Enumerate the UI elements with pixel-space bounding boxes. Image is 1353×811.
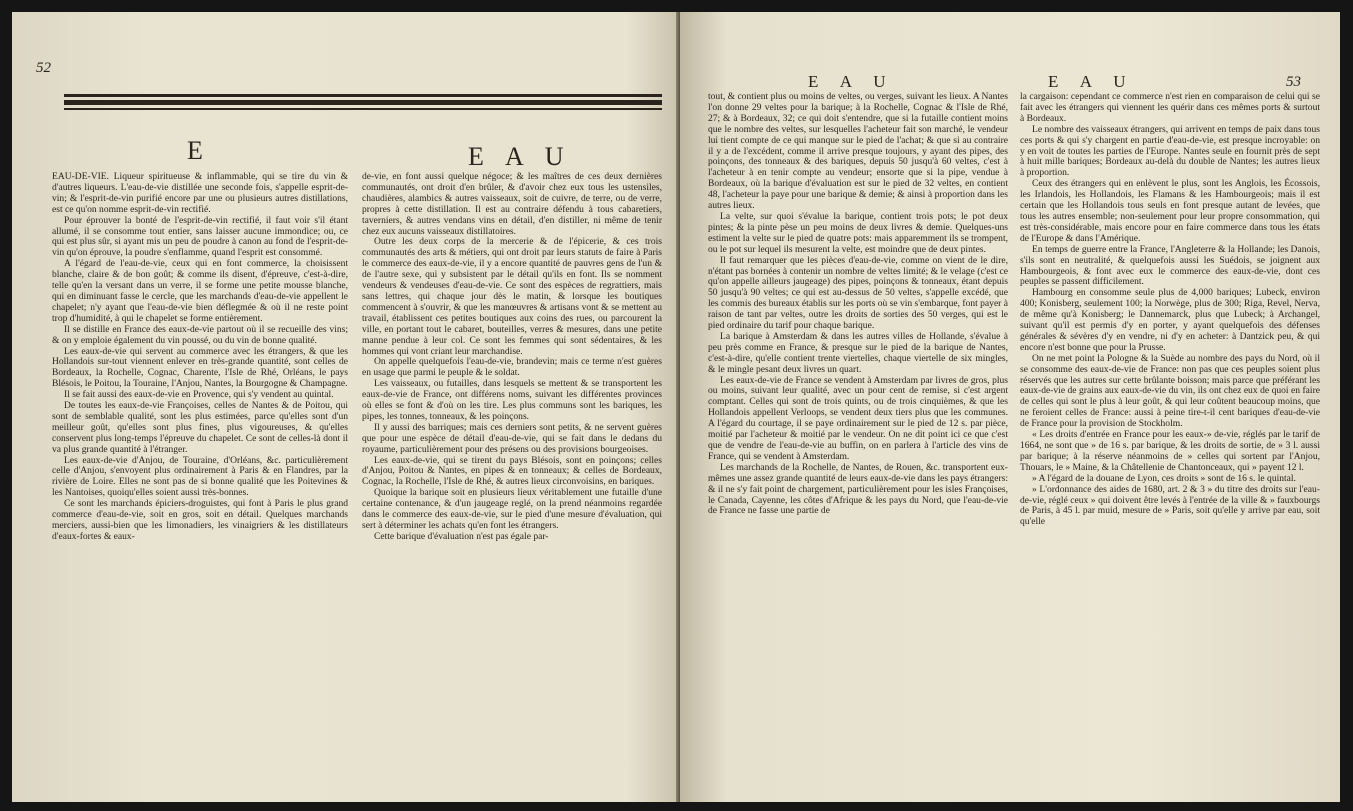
paragraph: Ceux des étrangers qui en enlèvent le plus, sont les Anglois, les Écossois, les Irlandois, les Hollandois, les Flamans & les Hambourgeois; mais il est certain que les Hollandois tous seuls en font presque autant de levées, que tous les autres ensemble; non-seulement pour leur propre consommation, qui est très-considérable, mais encore pour en faire commerce dans tous les états de l'Europe & dans l'Amérique. [1020, 178, 1320, 244]
paragraph: De toutes les eaux-de-vie Françoises, celles de Nantes & de Poitou, qui sont de semblable qualité, sont les plus estimées, parce qu'elles sont d'un meilleur goût, qu'elles sont plus fines, plus vigoureuses, & qu'elles conservent plus long-temps l'épreuve du chapelet. Ce sont de celles-là dont il va plus grande quantité à l'étranger. [52, 400, 348, 455]
paragraph: En temps de guerre entre la France, l'Angleterre & la Hollande; les Danois, s'ils sont en neutralité, & quelquefois aussi les Suédois, se joignent aux Hambourgeois, & font avec eux le commerce des eaux-de-vie, dont ces peuples se passent difficilement. [1020, 243, 1320, 288]
paragraph: Pour éprouver la bonté de l'esprit-de-vin rectifié, il faut voir s'il étant allumé, il se consomme tout entier, sans laisser aucune immondice; ou, ce qui est plus sûr, si ayant mis un peu de poudre à canon au fond de l'esprit-de-vin qu'on éprouve, la poudre s'enflamme, quand l'esprit est consommé. [52, 214, 348, 259]
paragraph: la cargaison: cependant ce commerce n'est rien en comparaison de celui qui se fait avec les étrangers qui viennent les quérir dans ces mêmes ports & surtout à Bordeaux. [1020, 92, 1320, 124]
paragraph: Il y aussi des barriques; mais ces derniers sont petits, & ne servent guères que pour une espèce de détail d'eau-de-vie, qui se fait dans le dedans du royaume, particulièrement pour des présens ou des provisions bourgeoises. [362, 421, 662, 455]
paragraph: Cette barique d'évaluation n'est pas égale par- [374, 530, 549, 542]
paragraph: tout, & contient plus ou moins de veltes, ou verges, suivant les lieux. A Nantes l'on donne 29 veltes pour la barique; à la Rochelle, Cognac & l'Isle de Rhé, 27; & à Bordeaux, 32; ce qui doit s'entendre, que si la futaille contient moins que le nombre des veltes, sur lesquelles l'acheteur fait son marché, le vendeur lui tient compte de ce qui manque sur le pied de l'achat; & que si au contraire il y a de l'excédent, comme il arrive presque toujours, y ayant des pipes, des poinçons, des tonneaux & des bariques, depuis 50 jusqu'à 60 veltes, c'est à l'acheteur à en tenir compte au vendeur; ensorte que si la pipe, vendue à Bordeaux, où la barique d'évaluation est sur le pied de 32 veltes, en contient 48, l'acheteur la paye pour une barique & demie; & ainsi à proportion dans les autres lieux. [708, 92, 1008, 212]
paragraph: Il se distille en France des eaux-de-vie partout où il se recueille des vins; & on y emploie également du vin poussé, ou du vin de bonne qualité. [52, 323, 348, 346]
page-number: 53 [1286, 74, 1301, 90]
paragraph: On appelle quelquefois l'eau-de-vie, brandevin; mais ce terme n'est guères en usage que parmi le peuple & le soldat. [362, 356, 662, 379]
text-column-2 [1020, 92, 1320, 794]
paragraph: Les eaux-de-vie d'Anjou, de Touraine, d'Orléans, &c. particulièrement celle d'Anjou, s'envoyent plus ordinairement à Paris & en Flandres, par la rivière de Loire. Elles ne sont pas de si bonne qualité que les Poitevines & les Nantoises, quoiqu'elles soient aussi très-bonnes. [52, 454, 348, 499]
text-column-1 [52, 172, 348, 794]
paragraph: La barique à Amsterdam & dans les autres villes de Hollande, s'évalue à peu près comme en France, & presque sur le pied de la barique de Nantes, c'est-à-dire, qu'elle contient trente viertelles, chaque viertelle de six mingles, & le mingle pesant deux livres un quart. [708, 330, 1008, 375]
column-heading: E A U [468, 142, 572, 171]
paragraph: de-vie, en font aussi quelque négoce; & les maîtres de ces deux dernières communautés, ont droit d'en brûler, & d'avoir chez eux tous les ustensiles, chaudières, alambics & autres vaisseaux, soit de cuivre, de terre, ou de verre, propres à cette distillation. Il est au contraire défendu à tous cabaretiers, taverniers, & autres vendans vins en détail, d'en distiller, ni même de tenir chez eux aucuns vaisseaux distillatoires. [362, 172, 662, 237]
paragraph: Ce sont les marchands épiciers-droguistes, qui font à Paris le plus grand commerce d'eau-de-vie, soit en gros, soit en détail. Quelques marchands merciers, aussi-bien que les limonadiers, les vinaigriers & les distillateurs d'eaux-fortes & eaux- [52, 498, 348, 542]
ornamental-rule [64, 108, 662, 110]
paragraph: » A l'égard de la douane de Lyon, ces droits » sont de 16 s. le quintal. [1032, 472, 1296, 484]
running-head-right: E A U [1048, 72, 1135, 91]
paragraph: Hambourg en consomme seule plus de 4,000 bariques; Lubeck, environ 400; Konisberg, seulement 100; la Norwège, plus de 300; Riga, Revel, Nerva, de même qu'à Konisberg; le Dannemarck, plus que Lubeck; à Archangel, suivant qu'il est permis d'y en porter, y ayant quelquefois des défenses générales & sévères d'y en vendre, ni d'y en acheter: à Dantzick peu, & qui encore n'est bonne que pour la Prusse. [1020, 287, 1320, 353]
paragraph: Il se fait aussi des eaux-de-vie en Provence, qui s'y vendent au quintal. [64, 389, 334, 401]
ornamental-rule [64, 100, 662, 105]
page-number: 52 [36, 60, 51, 76]
paragraph: A l'égard de l'eau-de-vie, ceux qui en font commerce, la choisissent blanche, claire & de bon goût; & comme ils disent, d'épreuve, c'est-à-dire, telle qu'en la versant dans un verre, il se forme une petite mousse blanche, qui en diminuant fasse le cercle, que les marchands d'eau-de-vie appellent le chapelet; n'y ayant que l'eau-de-vie bien déflegmée & où il ne reste point trop d'humidité, à qui le chapelet se forme entièrement. [52, 258, 348, 324]
paragraph: Les eaux-de-vie de France se vendent à Amsterdam par livres de gros, plus ou moins, suivant leur qualité, avec un pour cent de remise, si c'est argent comptant. Celles qui sont de trois quints, ou de trois cinquièmes, & que les Hollandois appellent Verloops, se vendent deux tiers plus que les communes. A l'égard du courtage, il se paye ordinairement sur le pied de 12 s. par pièce, moitié par l'acheteur & moitié par le vendeur. On ne dit point ici ce que c'est que de vendre de l'eau-de-vie au buffin, on en parlera à l'article des vins de France, qui se vendent à Amsterdam. [708, 374, 1008, 462]
ornamental-rule [64, 94, 662, 97]
paragraph: Outre les deux corps de la mercerie & de l'épicerie, & ces trois communautés des arts & métiers, qui ont droit par leurs statuts de faire à Paris le commerce des eaux-de-vie, il y a encore quantité de pauvres gens de l'un & de l'autre sexe, qui y subsistent par le détail qu'ils en font. Ils se nomment vendeurs & vendeuses d'eau-de-vie. Ce sont des espèces de regrattiers, mais sans lettres, qui chaque jour dès le matin, & lorsque les boutiques commencent à s'ouvrir, & que les manœuvres & artisans vont & se mettent au travail, établissent ces petites boutiques aux coins des rues, ou parcourent la ville, en portant tout le cabaret, bouteilles, verres & mesures, dans une petite manne pendue à leur col. Ce sont les femmes qui sont sédentaires, & les hommes qui vont criant leur marchandise. [362, 236, 662, 357]
paragraph: Le nombre des vaisseaux étrangers, qui arrivent en temps de paix dans tous ces ports & qui s'y chargent en partie d'eau-de-vie, est presque incroyable: on y en voit de toutes les parties de l'Europe. Nantes seule en fournit près de sept à huit mille bariques; Bordeaux au-delà du double de Nantes; les autres lieux à proportion. [1020, 123, 1320, 179]
paragraph: Les vaisseaux, ou futailles, dans lesquels se mettent & se transportent les eaux-de-vie de France, ont différens noms, suivant les différentes provinces où elles se font & d'où on les tire. Les plus communs sont les bariques, les pipes, les tonnes, tonneaux, & les poinçons. [362, 378, 662, 422]
left-page [12, 12, 680, 802]
paragraph: « Les droits d'entrée en France pour les eaux-» de-vie, réglés par le tarif de 1664, ne sont que » de 16 s. par barique, & les droits de sortie, de » 3 l. aussi par barique; à la réserve néanmoins de » celles qui sortent par l'Anjou, Thouars, le » Maine, & la Châtellenie de Chantonceaux, qui » payent 12 l. [1020, 429, 1320, 473]
running-head-left: E A U [808, 72, 895, 91]
paragraph: » L'ordonnance des aides de 1680, art. 2 & 3 » du titre des droits sur l'eau-de-vie, réglé ceux » qui doivent être levés à l'entrée de la ville & » fauxbourgs de Paris, à 45 l. par muid, mesure de » Paris, soit qu'elle y arrive par eau, soit qu'elle [1020, 483, 1320, 528]
paragraph: Les marchands de la Rochelle, de Nantes, de Rouen, &c. transportent eux-mêmes une assez grande quantité de leurs eaux-de-vie dans les pays étrangers: & il ne s'y fait point de chargement, particulièrement pour les isles Françoises, le Canada, Cayenne, les côtes d'Afrique & les pays du Nord, que l'eau-de-vie de France ne fasse une partie de [708, 461, 1008, 517]
paragraph: Les eaux-de-vie qui servent au commerce avec les étrangers, & que les Hollandois sur-tout viennent enlever en très-grande quantité, sont celles de Bordeaux, la Rochelle, Cognac, Charente, l'Isle de Rhé, Orléans, le pays Blésois, le Poitou, la Touraine, l'Anjou, Nantes, la Bourgogne & Champagne. [52, 345, 348, 390]
section-letter: E [187, 136, 205, 165]
paragraph: Il faut remarquer que les pièces d'eau-de-vie, comme on vient de le dire, n'étant pas bornées à contenir un nombre de veltes limité; & le velage (c'est ce qu'on appelle ailleurs jaugeage) des pipes, poinçons & tonneaux, étant depuis 50 jusqu'à 90 veltes; ce qui est au-dessus de 50 veltes, s'appelle excédé, que les commis des bureaux établis sur les ports où se vin s'embarque, font payer à raison de tant par veltes, outre les droits de sorties des 50 verges, qui est le pied ordinaire du tarif pour chaque barique. [708, 254, 1008, 332]
text-column-1 [708, 92, 1008, 794]
paragraph: On ne met point la Pologne & la Suède au nombre des pays du Nord, où il se consomme des eaux-de-vie de France: non pas que ces peuples soient plus réservés que les autres sur cette brûlante boisson; mais parce que préférant les eaux-de-vie de grains aux eaux-de-vie du vin, ils ont chez eux de quoi en faire de celles qui sont le plus à leur goût, & qui leur coûtent beaucoup moins, que ne feroient celles de France: aussi à peine tire-t-il cent bariques d'eau-de-vie de France pour la provision de Stockholm. [1020, 352, 1320, 430]
right-page [680, 12, 1340, 802]
paragraph: Les eaux-de-vie, qui se tirent du pays Blésois, sont en poinçons; celles d'Anjou, Poitou & Nantes, en pipes & en tonneaux; & celles de Bordeaux, Cognac, la Rochelle, l'Isle de Rhé, & autres lieux circonvoisins, en bariques. [362, 454, 662, 488]
paragraph: Quoique la barique soit en plusieurs lieux véritablement une futaille d'une certaine contenance, & d'un jaugeage reglé, on la prend néanmoins regardée dans le commerce des eaux-de-vie, sur le pied d'une mesure d'évaluation, qui sert à déterminer les achats qu'en font les étrangers. [362, 487, 662, 531]
paragraph: EAU-DE-VIE. Liqueur spiritueuse & inflammable, qui se tire du vin & d'autres liqueurs. L'eau-de-vie distillée une seconde fois, s'appelle esprit-de-vin; & l'esprit-de-vin purifié encore par une ou plusieurs autres distillations, est ce qu'on nomme esprit-de-vin rectifié. [52, 172, 348, 215]
paragraph: La velte, sur quoi s'évalue la barique, contient trois pots; le pot deux pintes; & la pinte pèse un peu moins de deux livres & demie. Quelques-uns estiment la velte sur le pied de quatre pots: mais apparemment ils se trompent, ou le pot sur lequel ils mesurent la velte, est moindre que de deux pintes. [708, 210, 1008, 255]
text-column-2 [362, 172, 662, 794]
